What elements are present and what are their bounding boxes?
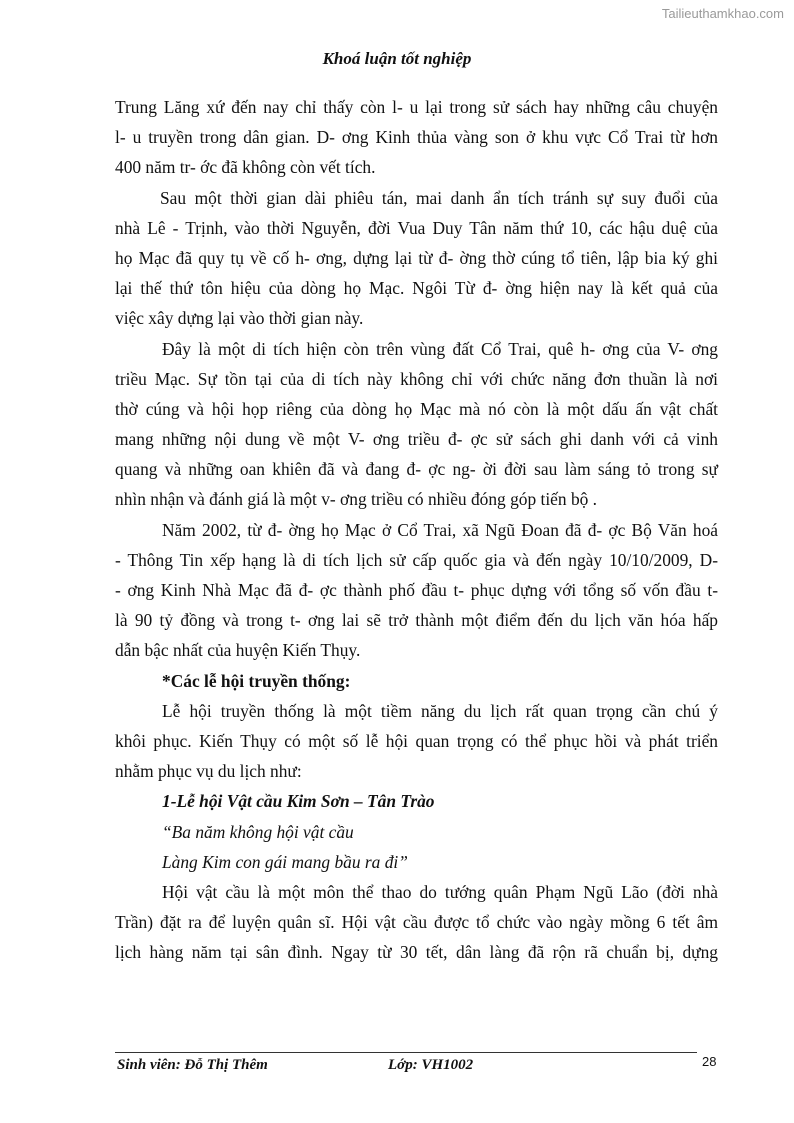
text-line: mang những nội dung về một V- ơng triều đ- ợc sử sách ghi danh với cả vinh: [115, 429, 718, 450]
document-body: [115, 92, 718, 967]
page-header-title: Khoá luận tốt nghiệp: [322, 49, 472, 68]
text-line: nhìn nhận và đánh giá là một v- ơng triều có nhiều đóng góp tiến bộ .: [115, 489, 598, 510]
footer-divider: [115, 1052, 697, 1053]
text-line: Sau một thời gian dài phiêu tán, mai danh ẩn tích tránh sự suy đuổi của: [160, 187, 718, 208]
text-line: việc xây dựng lại vào thời gian này.: [115, 308, 364, 329]
text-line: Đây là một di tích hiện còn trên vùng đất Cổ Trai, quê h- ơng của V- ơng: [162, 338, 718, 359]
text-line: triều Mạc. Sự tồn tại của di tích này không chỉ với chức năng đơn thuần là nơi: [115, 368, 718, 389]
text-line: Năm 2002, từ đ- ờng họ Mạc ở Cổ Trai, xã Ngũ Đoan đã đ- ợc Bộ Văn hoá: [162, 519, 718, 540]
poem-line: “Ba năm không hội vật cầu: [162, 821, 354, 842]
text-line: khôi phục. Kiến Thụy có một số lễ hội quan trọng có thể phục hồi và phát triển: [115, 730, 718, 751]
text-line: quang và những oan khiên đã và đang đ- ợc ng- ời đời sau làm sáng tỏ trong sự: [115, 459, 718, 480]
text-line: nhằm phục vụ du lịch như:: [115, 761, 302, 782]
text-line: lại thế thứ tôn hiệu của dòng họ Mạc. Ngôi Từ đ- ờng hiện nay là kết quả của: [115, 278, 718, 299]
text-line: là 90 tỷ đồng và trong t- ơng lai sẽ trở thành một điểm đến du lịch văn hóa hấp: [115, 610, 718, 631]
subsection-heading: 1-Lễ hội Vật cầu Kim Sơn – Tân Trào: [162, 791, 435, 812]
text-line: nhà Lê - Trịnh, vào thời Nguyễn, đời Vua Duy Tân năm thứ 10, các hậu duệ của: [115, 217, 718, 238]
text-line: dẫn bậc nhất của huyện Kiến Thụy.: [115, 640, 361, 661]
poem-line: Làng Kim con gái mang bầu ra đi”: [162, 851, 408, 872]
text-line: Trần) đặt ra để luyện quân sĩ. Hội vật cầu được tổ chức vào ngày mồng 6 tết âm: [115, 912, 718, 933]
footer-class: Lớp: VH1002: [388, 1057, 474, 1073]
text-line: họ Mạc đã quy tụ về cố h- ơng, dựng lại từ đ- ờng thờ cúng tổ tiên, lập bia ký ghi: [115, 247, 718, 268]
text-line: Hội vật cầu là một môn thể thao do tướng quân Phạm Ngũ Lão (đời nhà: [162, 881, 718, 902]
section-heading: *Các lễ hội truyền thống:: [162, 670, 351, 691]
footer-student-name: Sinh viên: Đỗ Thị Thêm: [117, 1057, 268, 1073]
page-number: 28: [702, 1054, 717, 1069]
text-line: - ơng Kinh Nhà Mạc đã đ- ợc thành phố đầu t- phục dựng với tổng số vốn đầu t-: [115, 580, 718, 600]
text-line: l- u truyền trong dân gian. D- ơng Kinh thủa vàng son ở khu vực Cổ Trai từ hơn: [115, 127, 718, 148]
text-line: Lễ hội truyền thống là một tiềm năng du lịch rất quan trọng cần chú ý: [162, 700, 718, 721]
text-line: thờ cúng và hội họp riêng của dòng họ Mạc mà nó còn là một dấu ấn vật chất: [115, 398, 718, 419]
text-line: Trung Lăng xứ đến nay chỉ thấy còn l- u lại trong sử sách hay những câu chuyện: [115, 97, 718, 117]
text-line: lịch hàng năm tại sân đình. Ngay từ 30 tết, dân làng đã rộn rã chuẩn bị, dựng: [115, 942, 718, 963]
text-line: - Thông Tin xếp hạng là di tích lịch sử cấp quốc gia và đến ngày 10/10/2009, D-: [115, 549, 718, 570]
text-line: 400 năm tr- ớc đã không còn vết tích.: [115, 157, 376, 178]
watermark: Tailieuthamkhao.com: [661, 6, 784, 21]
